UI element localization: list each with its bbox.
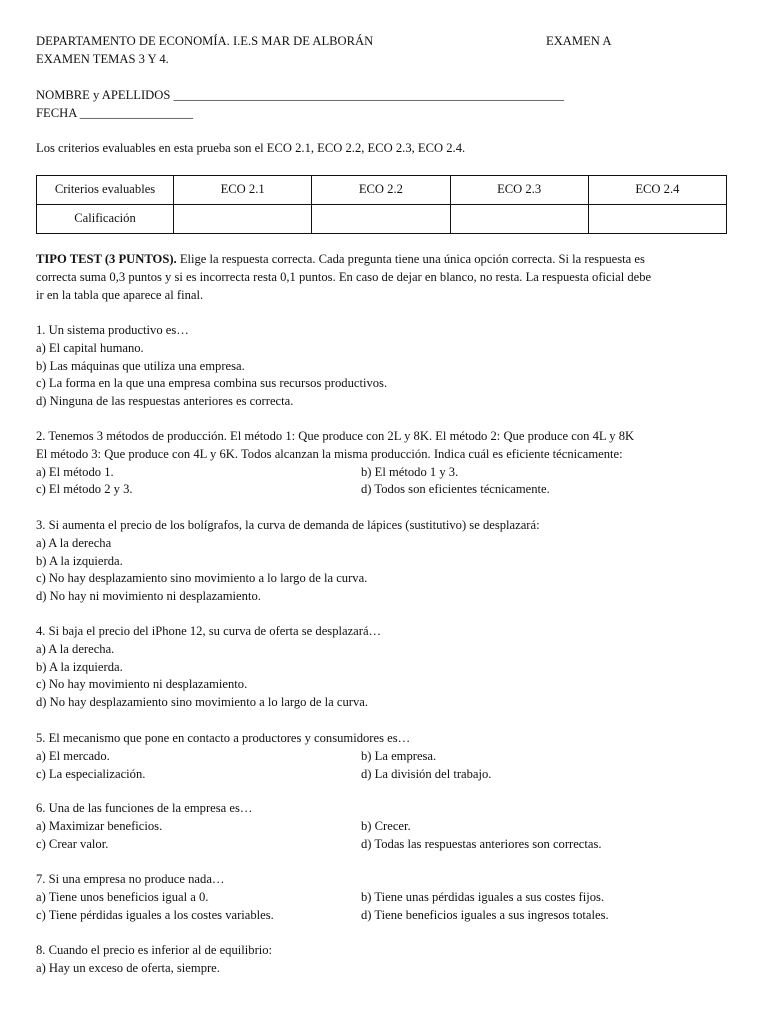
grade-label-cell: Calificación bbox=[37, 205, 174, 234]
exam-header bbox=[36, 33, 736, 69]
option-a[interactable]: a) Tiene unos beneficios igual a 0. bbox=[36, 889, 209, 904]
question-text: 8. Cuando el precio es inferior al de equilibrio: bbox=[36, 943, 273, 957]
option-d[interactable]: d) La división del trabajo. bbox=[361, 766, 492, 781]
instructions-title: TIPO TEST (3 PUNTOS). bbox=[36, 252, 177, 266]
option-b[interactable]: b) Las máquinas que utiliza una empresa. bbox=[36, 358, 245, 373]
option-a[interactable]: a) El método 1. bbox=[36, 464, 114, 479]
option-b[interactable]: b) Tiene unas pérdidas iguales a sus costes fijos. bbox=[361, 889, 605, 904]
question-1 bbox=[36, 322, 736, 411]
date-field: FECHA __________________ bbox=[36, 105, 194, 120]
question-2 bbox=[36, 428, 736, 499]
name-field: NOMBRE y APELLIDOS ______________________________________________________________ bbox=[36, 88, 564, 102]
exam-version-label: EXAMEN A bbox=[546, 34, 612, 48]
option-d[interactable]: d) No hay ni movimiento ni desplazamiento. bbox=[36, 589, 261, 604]
criteria-eco-2-1: ECO 2.1 bbox=[174, 176, 312, 205]
question-text: 6. Una de las funciones de la empresa es… bbox=[36, 801, 253, 815]
question-8 bbox=[36, 942, 736, 978]
option-a[interactable]: a) El mercado. bbox=[36, 748, 110, 763]
option-a[interactable]: a) Maximizar beneficios. bbox=[36, 818, 163, 833]
option-b[interactable]: b) A la izquierda. bbox=[36, 553, 123, 568]
instructions-line-2: correcta suma 0,3 puntos y si es incorrecta resta 0,1 puntos. En caso de dejar en blanco, no resta. La respuesta oficial debe bbox=[36, 269, 652, 284]
option-a[interactable]: a) El capital humano. bbox=[36, 340, 144, 355]
student-fields bbox=[36, 87, 736, 123]
grade-cell-eco-2-1[interactable] bbox=[174, 205, 312, 234]
test-instructions bbox=[36, 251, 736, 304]
option-d[interactable]: d) Tiene beneficios iguales a sus ingresos totales. bbox=[361, 907, 609, 922]
grade-row bbox=[37, 205, 727, 234]
criteria-intro-text: Los criterios evaluables en esta prueba son el ECO 2.1, ECO 2.2, ECO 2.3, ECO 2.4. bbox=[36, 141, 466, 155]
option-c[interactable]: c) No hay desplazamiento sino movimiento a lo largo de la curva. bbox=[36, 571, 368, 586]
question-text-cont: El método 3: Que produce con 4L y 6K. Todos alcanzan la misma producción. Indica cuál es eficiente técnicamente: bbox=[36, 446, 623, 461]
instructions-line-1: Elige la respuesta correcta. Cada pregunta tiene una única opción correcta. Si la respuesta es bbox=[176, 252, 645, 266]
question-text: 7. Si una empresa no produce nada… bbox=[36, 872, 225, 886]
option-b[interactable]: b) El método 1 y 3. bbox=[361, 464, 459, 479]
option-b[interactable]: b) La empresa. bbox=[361, 748, 437, 763]
question-7 bbox=[36, 871, 736, 924]
option-a[interactable]: a) A la derecha bbox=[36, 535, 112, 550]
option-a[interactable]: a) A la derecha. bbox=[36, 641, 115, 656]
criteria-eco-2-4: ECO 2.4 bbox=[588, 176, 726, 205]
option-c[interactable]: c) Tiene pérdidas iguales a los costes variables. bbox=[36, 907, 274, 922]
option-c[interactable]: c) La forma en la que una empresa combina sus recursos productivos. bbox=[36, 376, 388, 391]
grade-cell-eco-2-2[interactable] bbox=[312, 205, 450, 234]
question-6 bbox=[36, 800, 736, 853]
department-title: DEPARTAMENTO DE ECONOMÍA. I.E.S MAR DE ALBORÁN bbox=[36, 34, 374, 48]
option-d[interactable]: d) Todos son eficientes técnicamente. bbox=[361, 482, 550, 497]
option-b[interactable]: b) A la izquierda. bbox=[36, 659, 123, 674]
option-d[interactable]: d) No hay desplazamiento sino movimiento a lo largo de la curva. bbox=[36, 695, 369, 710]
question-text: 1. Un sistema productivo es… bbox=[36, 323, 189, 337]
option-c[interactable]: c) No hay movimiento ni desplazamiento. bbox=[36, 677, 248, 692]
criteria-intro bbox=[36, 140, 736, 158]
question-5 bbox=[36, 730, 736, 783]
option-b[interactable]: b) Crecer. bbox=[361, 818, 411, 833]
criteria-label-cell: Criterios evaluables bbox=[37, 176, 174, 205]
option-c[interactable]: c) El método 2 y 3. bbox=[36, 482, 133, 497]
option-d[interactable]: d) Ninguna de las respuestas anteriores es correcta. bbox=[36, 394, 294, 409]
grade-cell-eco-2-3[interactable] bbox=[450, 205, 588, 234]
question-text: 4. Si baja el precio del iPhone 12, su curva de oferta se desplazará… bbox=[36, 624, 382, 638]
question-text: 5. El mecanismo que pone en contacto a productores y consumidores es… bbox=[36, 731, 411, 745]
instructions-line-3: ir en la tabla que aparece al final. bbox=[36, 287, 204, 302]
exam-topics: EXAMEN TEMAS 3 Y 4. bbox=[36, 51, 169, 66]
option-d[interactable]: d) Todas las respuestas anteriores son correctas. bbox=[361, 836, 602, 851]
criteria-eco-2-3: ECO 2.3 bbox=[450, 176, 588, 205]
grade-cell-eco-2-4[interactable] bbox=[588, 205, 726, 234]
criteria-header-row bbox=[37, 176, 727, 205]
criteria-table bbox=[36, 175, 727, 234]
question-3 bbox=[36, 517, 736, 606]
question-4 bbox=[36, 623, 736, 712]
question-text: 3. Si aumenta el precio de los bolígrafos, la curva de demanda de lápices (sustitutivo) se desplazará: bbox=[36, 518, 540, 532]
option-c[interactable]: c) La especialización. bbox=[36, 766, 146, 781]
option-c[interactable]: c) Crear valor. bbox=[36, 836, 109, 851]
criteria-eco-2-2: ECO 2.2 bbox=[312, 176, 450, 205]
question-text: 2. Tenemos 3 métodos de producción. El método 1: Que produce con 2L y 8K. El método 2: Que produce con 4L y 8K bbox=[36, 429, 635, 443]
option-a[interactable]: a) Hay un exceso de oferta, siempre. bbox=[36, 960, 220, 975]
